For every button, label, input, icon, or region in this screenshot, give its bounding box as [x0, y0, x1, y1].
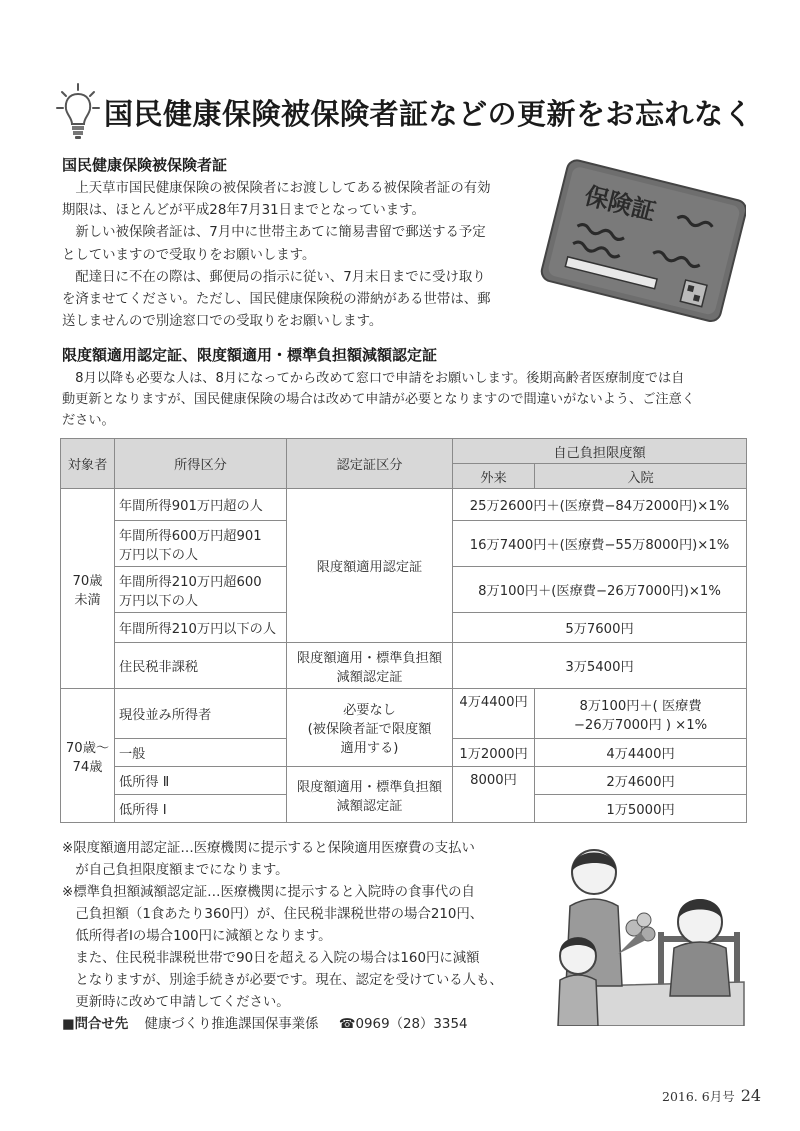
header-cert: 認定証区分 — [287, 439, 453, 489]
issue-label: 2016. 6月号 — [662, 1089, 735, 1104]
header-income: 所得区分 — [115, 439, 287, 489]
amount-cell: 8万100円＋(医療費−26万7000円)×1% — [453, 567, 747, 613]
income-cell: 年間所得210万円超600 万円以下の人 — [115, 567, 287, 613]
table-row — [61, 643, 747, 689]
table-row — [61, 689, 747, 739]
note-line: また、住民税非課税世帯で90日を超える入院の場合は160円に減額 — [62, 951, 480, 966]
notes — [62, 838, 503, 1036]
body-line: 配達日に不在の際は、郵便局の指示に従い、7月末日までに受け取り — [62, 269, 486, 285]
header-inpatient: 入院 — [535, 464, 747, 489]
body-line: 動更新となりますが、国民健康保険の場合は改めて申請が必要となりますので間違いがないよう、ご注意く — [62, 392, 695, 407]
income-cell: 年間所得901万円超の人 — [115, 489, 287, 521]
income-cell: 住民税非課税 — [115, 643, 287, 689]
body-line: 送しませんので別途窓口での受取りをお願いします。 — [62, 314, 383, 330]
body-line: としていますので受取りをお願いします。 — [62, 247, 316, 263]
family-hospital-illustration — [548, 836, 748, 1026]
note-line: 己負担額（1食あたり360円）が、住民税非課税世帯の場合210円、 — [62, 907, 484, 922]
outpatient-cell: 1万2000円 — [453, 739, 535, 767]
section2-body — [62, 368, 695, 431]
header-limit: 自己負担限度額 — [453, 439, 747, 464]
cert-cell: 限度額適用認定証 — [287, 489, 453, 643]
income-cell: 低所得 Ⅱ — [115, 767, 287, 795]
note-line: ※標準負担額減額認定証…医療機関に提示すると入院時の食事代の自 — [62, 885, 475, 900]
header-outpatient: 外来 — [453, 464, 535, 489]
contact-line — [62, 1014, 503, 1036]
contact-phone: 0969（28）3354 — [355, 1017, 468, 1032]
age-group-under-70: 70歳 未満 — [61, 489, 115, 689]
section1-body — [62, 178, 491, 333]
header-target: 対象者 — [61, 439, 115, 489]
body-line: 新しい被保険者証は、7月中に世帯主あてに簡易書留で郵送する予定 — [62, 225, 486, 241]
income-cell: 年間所得210万円以下の人 — [115, 613, 287, 643]
cert-cell: 限度額適用・標準負担額 減額認定証 — [287, 767, 453, 823]
income-cell: 年間所得600万円超901 万円以下の人 — [115, 521, 287, 567]
body-line: ださい。 — [62, 413, 115, 428]
note-line: 低所得者Ⅰの場合100円に減額となります。 — [62, 929, 332, 944]
page-number: 24 — [740, 1086, 762, 1105]
outpatient-cell: 4万4400円 — [453, 689, 535, 739]
outpatient-cell: 8000円 — [453, 767, 535, 823]
page-footer — [662, 1086, 761, 1105]
table-row — [61, 767, 747, 795]
amount-cell: 25万2600円＋(医療費−84万2000円)×1% — [453, 489, 747, 521]
body-line: 期限は、ほとんどが平成28年7月31日までとなっています。 — [62, 203, 425, 219]
body-line: を済ませてください。ただし、国民健康保険税の滞納がある世帯は、郵 — [62, 292, 491, 308]
body-line: 上天草市国民健康保険の被保険者にお渡ししてある被保険者証の有効 — [62, 181, 491, 196]
note-line: ※限度額適用認定証…医療機関に提示すると保険適用医療費の支払い — [62, 841, 475, 856]
income-cell: 現役並み所得者 — [115, 689, 287, 739]
lightbulb-icon — [56, 82, 100, 140]
contact-dept: 健康づくり推進課国保事業係 — [144, 1017, 319, 1032]
note-line: が自己負担限度額までになります。 — [62, 863, 289, 878]
income-cell: 低所得 Ⅰ — [115, 795, 287, 823]
card-label: 保険証 — [581, 181, 659, 227]
copay-limit-table — [60, 438, 747, 823]
cert-cell: 必要なし (被保険者証で限度額 適用する) — [287, 689, 453, 767]
note-line: 更新時に改めて申請してください。 — [62, 995, 290, 1010]
age-group-70-74: 70歳〜 74歳 — [61, 689, 115, 823]
insurance-card-illustration — [536, 150, 746, 330]
contact-label: ■問合せ先 — [62, 1017, 129, 1032]
amount-cell: 5万7600円 — [453, 613, 747, 643]
inpatient-cell: 2万4600円 — [535, 767, 747, 795]
page-title: 国民健康保険被保険者証などの更新をお忘れなく — [104, 97, 754, 131]
body-line: 8月以降も必要な人は、8月になってから改めて窓口で申請をお願いします。後期高齢者医療制度では自 — [62, 371, 685, 386]
amount-cell: 3万5400円 — [453, 643, 747, 689]
note-line: となりますが、別途手続きが必要です。現在、認定を受けている人も、 — [62, 973, 503, 988]
section-heading-limit-certificate: 限度額適用認定証、限度額適用・標準負担額減額認定証 — [62, 346, 438, 364]
cert-cell: 限度額適用・標準負担額 減額認定証 — [287, 643, 453, 689]
phone-icon: ☎ — [338, 1017, 356, 1032]
inpatient-cell: 4万4400円 — [535, 739, 747, 767]
section-heading-insurance-card: 国民健康保険被保険者証 — [62, 156, 228, 174]
income-cell: 一般 — [115, 739, 287, 767]
amount-cell: 16万7400円＋(医療費−55万8000円)×1% — [453, 521, 747, 567]
table-row — [61, 489, 747, 521]
inpatient-cell: 1万5000円 — [535, 795, 747, 823]
inpatient-cell: 8万100円＋( 医療費 −26万7000円 ) ×1% — [535, 689, 747, 739]
